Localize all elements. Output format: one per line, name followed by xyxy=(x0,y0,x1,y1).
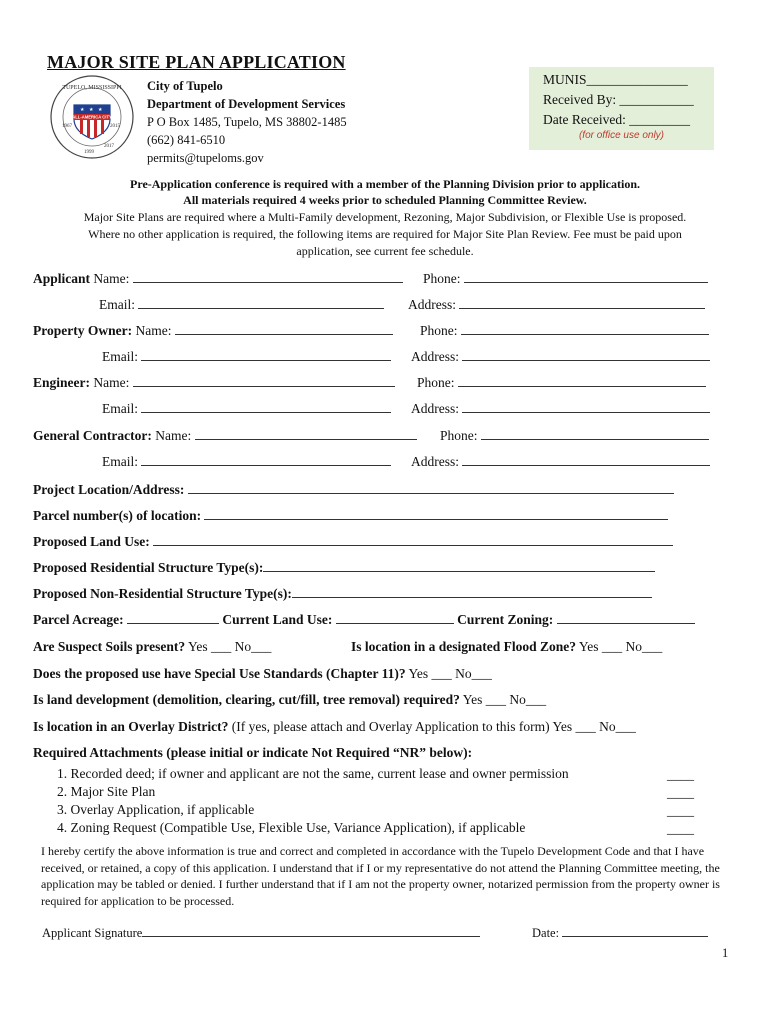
engineer-name-row: Engineer: Name: xyxy=(33,375,395,391)
phone-number: (662) 841-6510 xyxy=(147,133,226,147)
engineer-address-input[interactable] xyxy=(462,411,710,413)
attachments-heading: Required Attachments (please initial or indicate Not Required “NR” below): xyxy=(33,745,473,760)
overlay-question: Is location in an Overlay District? (If yes, please attach and Overlay Application to this form) Yes ___ No___ xyxy=(33,719,636,734)
project-location-input[interactable] xyxy=(188,492,674,494)
applicant-email-input[interactable] xyxy=(138,307,384,309)
munis-field[interactable]: MUNIS_______________ xyxy=(543,72,688,87)
owner-email-row: Email: xyxy=(102,349,391,365)
engineer-phone-row: Phone: xyxy=(417,375,706,391)
attachment-item: 2. Major Site Plan xyxy=(57,784,156,799)
svg-text:2015: 2015 xyxy=(110,124,120,129)
parcel-acreage-input[interactable] xyxy=(127,622,219,624)
signature-row: Applicant Signature xyxy=(42,926,480,941)
svg-text:1967: 1967 xyxy=(62,124,72,129)
svg-text:★: ★ xyxy=(89,108,94,113)
owner-name-input[interactable] xyxy=(175,333,393,335)
special-use-question: Does the proposed use have Special Use Standards (Chapter 11)? Yes ___ No___ xyxy=(33,666,492,681)
contractor-email-input[interactable] xyxy=(141,464,391,466)
department-address xyxy=(147,77,347,167)
land-use-input[interactable] xyxy=(153,544,673,546)
land-development-yes-no[interactable]: Yes ___ No___ xyxy=(462,692,547,707)
svg-text:ALL-AMERICA CITY: ALL-AMERICA CITY xyxy=(72,114,112,120)
project-location-row: Project Location/Address: xyxy=(33,482,674,498)
acreage-zoning-row: Parcel Acreage: Current Land Use: Current Zoning: xyxy=(33,612,695,628)
owner-address-input[interactable] xyxy=(462,359,710,361)
intro-line-2: All materials required 4 weeks prior to scheduled Planning Committee Review. xyxy=(183,193,587,207)
applicant-address-input[interactable] xyxy=(459,307,705,309)
soils-yes-no[interactable]: Yes ___ No___ xyxy=(188,639,272,654)
department-name: Department of Development Services xyxy=(147,97,346,111)
flood-yes-no[interactable]: Yes ___ No___ xyxy=(578,639,663,654)
po-box: P O Box 1485, Tupelo, MS 38802-1485 xyxy=(147,115,347,129)
signature-date-input[interactable] xyxy=(562,935,708,937)
applicant-address-row: Address: xyxy=(408,297,705,313)
applicant-phone-input[interactable] xyxy=(464,281,708,283)
office-use-note: (for office use only) xyxy=(578,130,665,141)
attachment-initial-3[interactable]: ____ xyxy=(667,803,694,818)
intro-line-4: Where no other application is required, the following items are required for Major Site Plan Review. Fee must be paid upon xyxy=(88,227,682,241)
non-residential-type-input[interactable] xyxy=(292,596,652,598)
engineer-email-input[interactable] xyxy=(141,411,391,413)
contractor-phone-input[interactable] xyxy=(481,438,709,440)
residential-type-input[interactable] xyxy=(263,570,655,572)
engineer-address-row: Address: xyxy=(411,401,710,417)
intro-line-3: Major Site Plans are required where a Multi-Family development, Rezoning, Major Subdivision, or Flexible Use is proposed. xyxy=(83,210,687,224)
non-residential-type-row: Proposed Non-Residential Structure Type(s): xyxy=(33,586,652,602)
signature-input[interactable] xyxy=(142,935,480,937)
svg-text:1999: 1999 xyxy=(84,150,94,155)
attachments-list xyxy=(57,765,569,837)
owner-phone-row: Phone: xyxy=(420,323,709,339)
contractor-address-input[interactable] xyxy=(462,464,710,466)
engineer-phone-input[interactable] xyxy=(458,385,706,387)
applicant-phone-row: Phone: xyxy=(423,271,708,287)
page-title: MAJOR SITE PLAN APPLICATION xyxy=(47,52,346,72)
owner-address-row: Address: xyxy=(411,349,710,365)
engineer-name-input[interactable] xyxy=(133,385,395,387)
contractor-address-row: Address: xyxy=(411,454,710,470)
attachment-item: 3. Overlay Application, if applicable xyxy=(57,802,255,817)
engineer-email-row: Email: xyxy=(102,401,391,417)
contractor-email-row: Email: xyxy=(102,454,391,470)
owner-email-input[interactable] xyxy=(141,359,391,361)
applicant-email-row: Email: xyxy=(99,297,384,313)
office-use-box xyxy=(529,67,714,150)
svg-text:TUPELO, MISSISSIPPI: TUPELO, MISSISSIPPI xyxy=(62,85,122,91)
email-address: permits@tupeloms.gov xyxy=(147,151,264,165)
page-number: 1 xyxy=(722,946,729,960)
special-use-yes-no[interactable]: Yes ___ No___ xyxy=(408,666,492,681)
attachment-initial-1[interactable]: ____ xyxy=(667,767,694,782)
attachment-item: 4. Zoning Request (Compatible Use, Flexible Use, Variance Application), if applicable xyxy=(57,820,526,835)
attachment-initial-4[interactable]: ____ xyxy=(667,821,694,836)
owner-phone-input[interactable] xyxy=(461,333,709,335)
contractor-phone-row: Phone: xyxy=(440,428,709,444)
attachment-item: 1. Recorded deed; if owner and applicant are not the same, current lease and owner permission xyxy=(57,766,569,781)
overlay-yes-no[interactable]: Yes ___ No___ xyxy=(552,719,636,734)
applicant-name-row: Applicant Name: xyxy=(33,271,403,287)
land-use-row: Proposed Land Use: xyxy=(33,534,673,550)
date-received-field[interactable]: Date Received: _________ xyxy=(543,112,690,127)
svg-text:★: ★ xyxy=(80,108,85,113)
svg-text:★: ★ xyxy=(98,108,103,113)
date-row: Date: xyxy=(532,926,708,941)
parcel-numbers-row: Parcel number(s) of location: xyxy=(33,508,668,524)
owner-name-row: Property Owner: Name: xyxy=(33,323,393,339)
contractor-name-input[interactable] xyxy=(195,438,417,440)
city-name: City of Tupelo xyxy=(147,79,223,93)
land-development-question: Is land development (demolition, clearing, cut/fill, tree removal) required? Yes ___ No___ xyxy=(33,692,547,707)
contractor-name-row: General Contractor: Name: xyxy=(33,428,417,444)
soils-question: Are Suspect Soils present? Yes ___ No___ xyxy=(33,639,272,654)
intro-line-1: Pre-Application conference is required with a member of the Planning Division prior to application. xyxy=(130,177,640,191)
current-land-use-input[interactable] xyxy=(336,622,454,624)
certification-text: I hereby certify the above information is true and correct and completed in accordance with the Tupelo Development Code and that I have received, or retained, a copy of this application. I understand that if I or my representative do not attend the Planning Committee meeting, the application may be tabled or denied. I further understand that if I am not the property owner, notarized permission from the property owner is required for application to be processed. xyxy=(41,844,720,908)
applicant-name-input[interactable] xyxy=(133,281,403,283)
parcel-numbers-input[interactable] xyxy=(204,518,668,520)
svg-text:2017: 2017 xyxy=(104,144,114,149)
intro-line-5: application, see current fee schedule. xyxy=(296,244,474,258)
received-by-field[interactable]: Received By: ___________ xyxy=(543,92,694,107)
city-seal-logo xyxy=(50,75,134,159)
current-zoning-input[interactable] xyxy=(557,622,695,624)
flood-question: Is location in a designated Flood Zone? Yes ___ No___ xyxy=(351,639,663,654)
residential-type-row: Proposed Residential Structure Type(s): xyxy=(33,560,655,576)
attachment-initial-2[interactable]: ____ xyxy=(667,785,694,800)
